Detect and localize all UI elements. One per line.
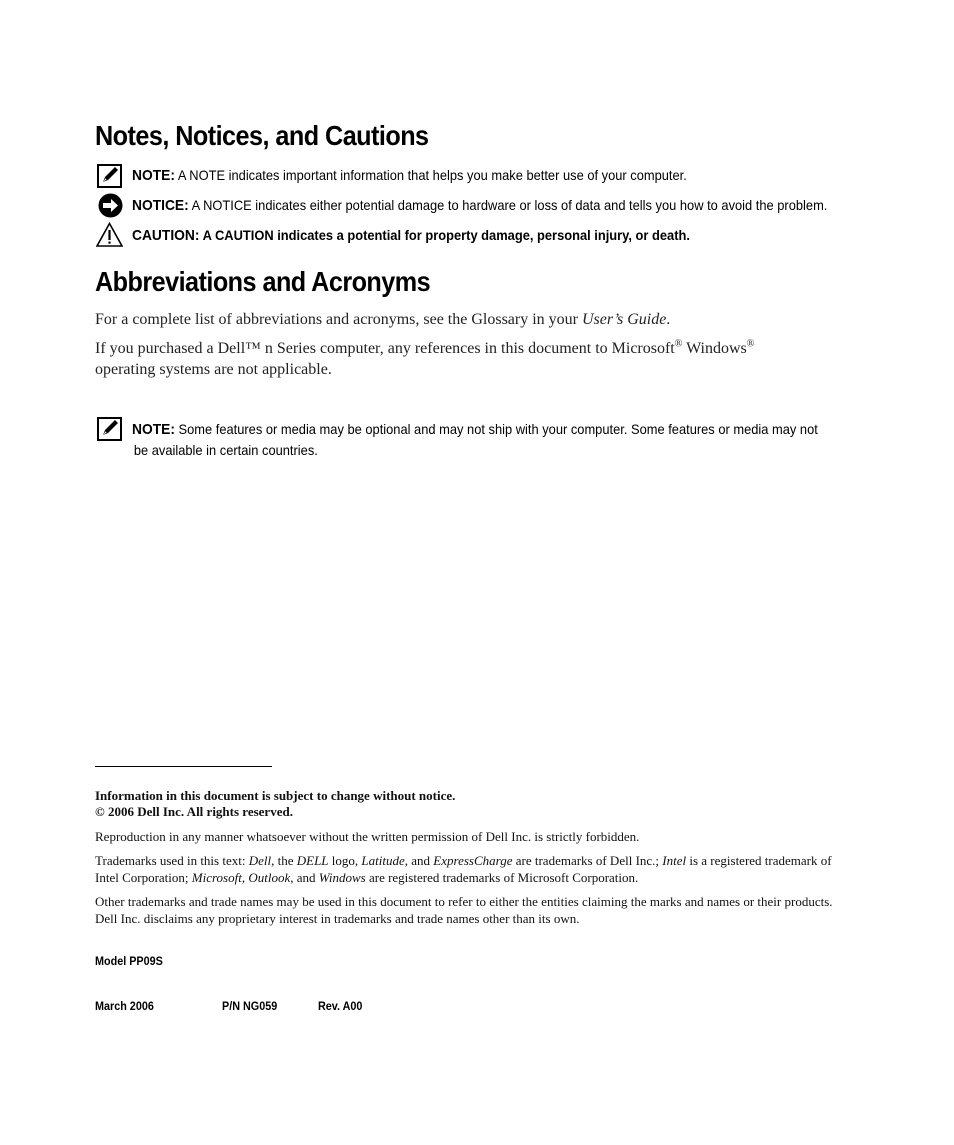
glossary-paragraph: For a complete list of abbreviations and acronyms, see the Glossary in your User’s Guide. [95, 311, 671, 328]
abbrev-section-title: Abbreviations and Acronyms [95, 266, 431, 297]
caution-text: A CAUTION indicates a potential for property damage, personal injury, or death. [202, 227, 690, 243]
notice-arrow-icon [98, 193, 123, 218]
note-pencil-icon [97, 164, 122, 188]
caution-label: CAUTION: [132, 227, 200, 244]
part-number: P/N NG059 [222, 999, 278, 1013]
publication-date: March 2006 [95, 999, 154, 1013]
notice-text: A NOTICE indicates either potential damage to hardware or loss of data and tells you how to avoid the problem. [191, 197, 828, 213]
model-number: Model PP09S [95, 954, 163, 968]
note-text: A NOTE indicates important information that helps you make better use of your computer. [177, 167, 687, 183]
legal-header [95, 788, 455, 820]
note-label: NOTE: [132, 167, 175, 184]
note-optional-media: NOTE: Some features or media may be optional and may not ship with your computer. Some features or media may not be available in certain countries. [132, 421, 818, 458]
info-line: Information in this document is subject to change without notice. [95, 788, 456, 803]
caution-row [132, 227, 690, 244]
note-pencil-icon [97, 417, 122, 441]
reproduction-line: Reproduction in any manner whatsoever without the written permission of Dell Inc. is strictly forbidden. [95, 829, 640, 844]
trademarks-paragraph: Trademarks used in this text: Dell, the DELL logo, Latitude, and ExpressCharge are trademarks of Dell Inc.; Intel is a registered trademark of Intel Corporation; Microsoft, Outlook, and Windows are registered trademarks of Microsoft Corporation. [95, 853, 832, 885]
caution-triangle-icon [96, 222, 123, 247]
notice-row [132, 197, 827, 214]
notice-label: NOTICE: [132, 197, 189, 214]
note-row [132, 167, 687, 184]
revision: Rev. A00 [318, 999, 363, 1013]
notes-section-title: Notes, Notices, and Cautions [95, 120, 429, 151]
copyright-line: © 2006 Dell Inc. All rights reserved. [95, 804, 293, 819]
footer-divider [95, 766, 272, 767]
users-guide-title: User’s Guide [582, 311, 667, 328]
note2-label: NOTE: [132, 421, 175, 438]
n-series-paragraph: If you purchased a Dell™ n Series computer, any references in this document to Microsoft® Windows® operating systems are not applicable. [95, 338, 755, 378]
other-trademarks-paragraph: Other trademarks and trade names may be used in this document to refer to either the entities claiming the marks and names or their products. Dell Inc. disclaims any proprietary interest in trademarks and trade names other than its own. [95, 894, 833, 926]
